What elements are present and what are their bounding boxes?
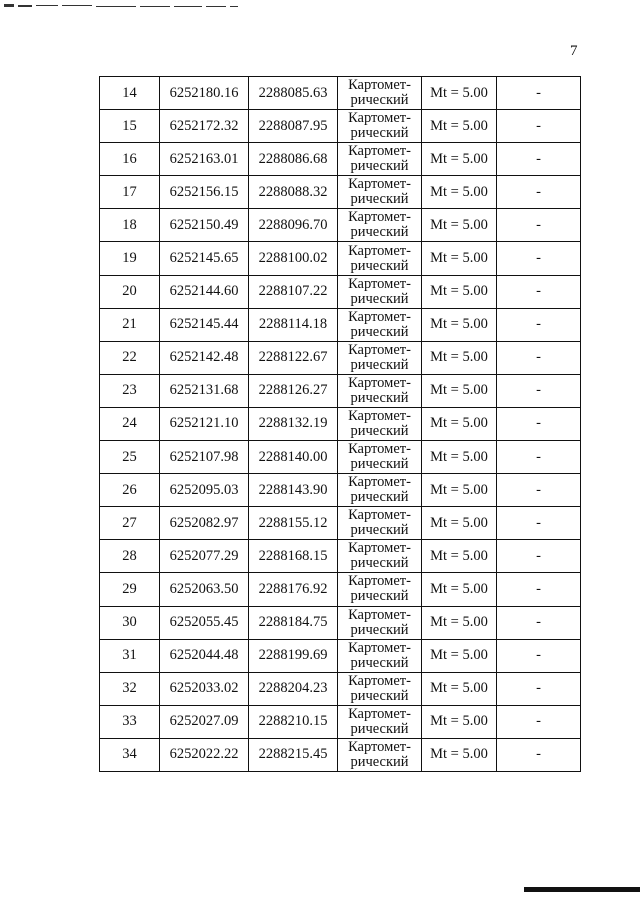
point-number-cell: 29	[100, 573, 160, 606]
method-line-2: рический	[350, 555, 409, 572]
accuracy-cell: Mt = 5.00	[422, 308, 497, 341]
point-number-cell: 22	[100, 341, 160, 374]
note-cell: -	[497, 374, 581, 407]
accuracy-cell: Mt = 5.00	[422, 540, 497, 573]
accuracy-cell: Mt = 5.00	[422, 407, 497, 440]
x-coordinate-cell: 6252095.03	[160, 474, 249, 507]
note-cell: -	[497, 77, 581, 110]
method-cell	[338, 242, 422, 275]
x-coordinate-cell: 6252150.49	[160, 209, 249, 242]
y-coordinate-cell: 2288199.69	[249, 639, 338, 672]
method-cell	[338, 308, 422, 341]
method-line-2: рический	[350, 323, 409, 340]
table-row	[100, 176, 581, 209]
table-row	[100, 209, 581, 242]
accuracy-cell: Mt = 5.00	[422, 176, 497, 209]
method-line-2: рический	[350, 224, 409, 241]
point-number-cell: 20	[100, 275, 160, 308]
table-row	[100, 242, 581, 275]
note-cell: -	[497, 540, 581, 573]
point-number-cell: 23	[100, 374, 160, 407]
x-coordinate-cell: 6252055.45	[160, 606, 249, 639]
y-coordinate-cell: 2288184.75	[249, 606, 338, 639]
method-line-1: Картомет-	[348, 672, 411, 689]
y-coordinate-cell: 2288087.95	[249, 110, 338, 143]
method-line-1: Картомет-	[348, 176, 411, 193]
x-coordinate-cell: 6252077.29	[160, 540, 249, 573]
point-number-cell: 18	[100, 209, 160, 242]
method-cell	[338, 275, 422, 308]
note-cell: -	[497, 507, 581, 540]
note-cell: -	[497, 672, 581, 705]
method-cell	[338, 474, 422, 507]
table-row	[100, 540, 581, 573]
note-cell: -	[497, 143, 581, 176]
x-coordinate-cell: 6252142.48	[160, 341, 249, 374]
accuracy-cell: Mt = 5.00	[422, 573, 497, 606]
method-line-2: рический	[350, 588, 409, 605]
point-number-cell: 27	[100, 507, 160, 540]
x-coordinate-cell: 6252172.32	[160, 110, 249, 143]
point-number-cell: 24	[100, 407, 160, 440]
accuracy-cell: Mt = 5.00	[422, 606, 497, 639]
method-cell	[338, 672, 422, 705]
method-line-2: рический	[350, 290, 409, 307]
method-line-1: Картомет-	[348, 705, 411, 722]
method-cell	[338, 441, 422, 474]
accuracy-cell: Mt = 5.00	[422, 738, 497, 771]
method-line-2: рический	[350, 389, 409, 406]
point-number-cell: 14	[100, 77, 160, 110]
point-number-cell: 32	[100, 672, 160, 705]
x-coordinate-cell: 6252180.16	[160, 77, 249, 110]
point-number-cell: 30	[100, 606, 160, 639]
method-line-1: Картомет-	[348, 639, 411, 656]
method-line-1: Картомет-	[348, 407, 411, 424]
point-number-cell: 26	[100, 474, 160, 507]
method-cell	[338, 573, 422, 606]
x-coordinate-cell: 6252027.09	[160, 705, 249, 738]
x-coordinate-cell: 6252144.60	[160, 275, 249, 308]
method-line-1: Картомет-	[348, 110, 411, 127]
y-coordinate-cell: 2288114.18	[249, 308, 338, 341]
note-cell: -	[497, 209, 581, 242]
coordinates-table	[99, 76, 581, 772]
table-row	[100, 507, 581, 540]
method-line-2: рический	[350, 456, 409, 473]
method-line-1: Картомет-	[348, 143, 411, 160]
point-number-cell: 21	[100, 308, 160, 341]
method-line-1: Картомет-	[348, 507, 411, 524]
y-coordinate-cell: 2288122.67	[249, 341, 338, 374]
table-row	[100, 705, 581, 738]
method-cell	[338, 540, 422, 573]
table-row	[100, 341, 581, 374]
footer-rule	[524, 887, 640, 892]
point-number-cell: 31	[100, 639, 160, 672]
y-coordinate-cell: 2288085.63	[249, 77, 338, 110]
method-cell	[338, 407, 422, 440]
method-line-2: рический	[350, 191, 409, 208]
y-coordinate-cell: 2288176.92	[249, 573, 338, 606]
note-cell: -	[497, 308, 581, 341]
x-coordinate-cell: 6252082.97	[160, 507, 249, 540]
x-coordinate-cell: 6252131.68	[160, 374, 249, 407]
table-row	[100, 639, 581, 672]
y-coordinate-cell: 2288100.02	[249, 242, 338, 275]
y-coordinate-cell: 2288140.00	[249, 441, 338, 474]
x-coordinate-cell: 6252145.44	[160, 308, 249, 341]
table-row	[100, 672, 581, 705]
method-cell	[338, 341, 422, 374]
accuracy-cell: Mt = 5.00	[422, 507, 497, 540]
coordinates-table-body	[100, 77, 581, 772]
x-coordinate-cell: 6252063.50	[160, 573, 249, 606]
note-cell: -	[497, 176, 581, 209]
accuracy-cell: Mt = 5.00	[422, 705, 497, 738]
method-line-1: Картомет-	[348, 540, 411, 557]
table-row	[100, 441, 581, 474]
note-cell: -	[497, 341, 581, 374]
note-cell: -	[497, 242, 581, 275]
method-cell	[338, 639, 422, 672]
accuracy-cell: Mt = 5.00	[422, 143, 497, 176]
x-coordinate-cell: 6252145.65	[160, 242, 249, 275]
x-coordinate-cell: 6252033.02	[160, 672, 249, 705]
y-coordinate-cell: 2288086.68	[249, 143, 338, 176]
point-number-cell: 25	[100, 441, 160, 474]
table-row	[100, 573, 581, 606]
note-cell: -	[497, 705, 581, 738]
method-line-2: рический	[350, 92, 409, 109]
method-line-1: Картомет-	[348, 573, 411, 590]
y-coordinate-cell: 2288215.45	[249, 738, 338, 771]
table-row	[100, 374, 581, 407]
method-cell	[338, 705, 422, 738]
accuracy-cell: Mt = 5.00	[422, 209, 497, 242]
method-cell	[338, 209, 422, 242]
y-coordinate-cell: 2288132.19	[249, 407, 338, 440]
y-coordinate-cell: 2288126.27	[249, 374, 338, 407]
note-cell: -	[497, 606, 581, 639]
y-coordinate-cell: 2288168.15	[249, 540, 338, 573]
note-cell: -	[497, 441, 581, 474]
method-line-2: рический	[350, 422, 409, 439]
accuracy-cell: Mt = 5.00	[422, 242, 497, 275]
method-line-2: рический	[350, 356, 409, 373]
y-coordinate-cell: 2288088.32	[249, 176, 338, 209]
method-cell	[338, 507, 422, 540]
method-line-2: рический	[350, 125, 409, 142]
x-coordinate-cell: 6252044.48	[160, 639, 249, 672]
method-line-1: Картомет-	[348, 209, 411, 226]
method-cell	[338, 176, 422, 209]
method-cell	[338, 374, 422, 407]
accuracy-cell: Mt = 5.00	[422, 672, 497, 705]
y-coordinate-cell: 2288096.70	[249, 209, 338, 242]
method-cell	[338, 77, 422, 110]
method-line-1: Картомет-	[348, 77, 411, 94]
method-line-1: Картомет-	[348, 441, 411, 458]
accuracy-cell: Mt = 5.00	[422, 77, 497, 110]
method-line-1: Картомет-	[348, 242, 411, 259]
accuracy-cell: Mt = 5.00	[422, 275, 497, 308]
accuracy-cell: Mt = 5.00	[422, 441, 497, 474]
x-coordinate-cell: 6252163.01	[160, 143, 249, 176]
table-row	[100, 143, 581, 176]
y-coordinate-cell: 2288155.12	[249, 507, 338, 540]
method-line-1: Картомет-	[348, 374, 411, 391]
table-row	[100, 77, 581, 110]
method-line-1: Картомет-	[348, 474, 411, 491]
method-cell	[338, 606, 422, 639]
x-coordinate-cell: 6252121.10	[160, 407, 249, 440]
method-line-2: рический	[350, 257, 409, 274]
y-coordinate-cell: 2288143.90	[249, 474, 338, 507]
table-row	[100, 407, 581, 440]
table-row	[100, 606, 581, 639]
x-coordinate-cell: 6252107.98	[160, 441, 249, 474]
note-cell: -	[497, 474, 581, 507]
point-number-cell: 15	[100, 110, 160, 143]
note-cell: -	[497, 407, 581, 440]
table-row	[100, 110, 581, 143]
point-number-cell: 28	[100, 540, 160, 573]
method-line-2: рический	[350, 687, 409, 704]
method-line-1: Картомет-	[348, 308, 411, 325]
method-line-2: рический	[350, 753, 409, 770]
y-coordinate-cell: 2288204.23	[249, 672, 338, 705]
accuracy-cell: Mt = 5.00	[422, 110, 497, 143]
method-line-2: рический	[350, 158, 409, 175]
method-line-1: Картомет-	[348, 341, 411, 358]
y-coordinate-cell: 2288210.15	[249, 705, 338, 738]
point-number-cell: 34	[100, 738, 160, 771]
point-number-cell: 17	[100, 176, 160, 209]
table-row	[100, 275, 581, 308]
point-number-cell: 19	[100, 242, 160, 275]
point-number-cell: 16	[100, 143, 160, 176]
table-row	[100, 474, 581, 507]
point-number-cell: 33	[100, 705, 160, 738]
method-line-1: Картомет-	[348, 738, 411, 755]
note-cell: -	[497, 738, 581, 771]
x-coordinate-cell: 6252022.22	[160, 738, 249, 771]
x-coordinate-cell: 6252156.15	[160, 176, 249, 209]
accuracy-cell: Mt = 5.00	[422, 341, 497, 374]
page-number: 7	[570, 43, 578, 59]
accuracy-cell: Mt = 5.00	[422, 374, 497, 407]
method-cell	[338, 738, 422, 771]
method-line-2: рический	[350, 522, 409, 539]
table-row	[100, 308, 581, 341]
method-line-1: Картомет-	[348, 275, 411, 292]
table-row	[100, 738, 581, 771]
accuracy-cell: Mt = 5.00	[422, 639, 497, 672]
note-cell: -	[497, 639, 581, 672]
note-cell: -	[497, 573, 581, 606]
method-line-2: рический	[350, 621, 409, 638]
method-line-2: рический	[350, 654, 409, 671]
note-cell: -	[497, 110, 581, 143]
method-line-2: рический	[350, 489, 409, 506]
scan-artifact-marks	[0, 0, 250, 12]
accuracy-cell: Mt = 5.00	[422, 474, 497, 507]
method-cell	[338, 143, 422, 176]
method-line-1: Картомет-	[348, 606, 411, 623]
y-coordinate-cell: 2288107.22	[249, 275, 338, 308]
method-cell	[338, 110, 422, 143]
note-cell: -	[497, 275, 581, 308]
method-line-2: рический	[350, 720, 409, 737]
